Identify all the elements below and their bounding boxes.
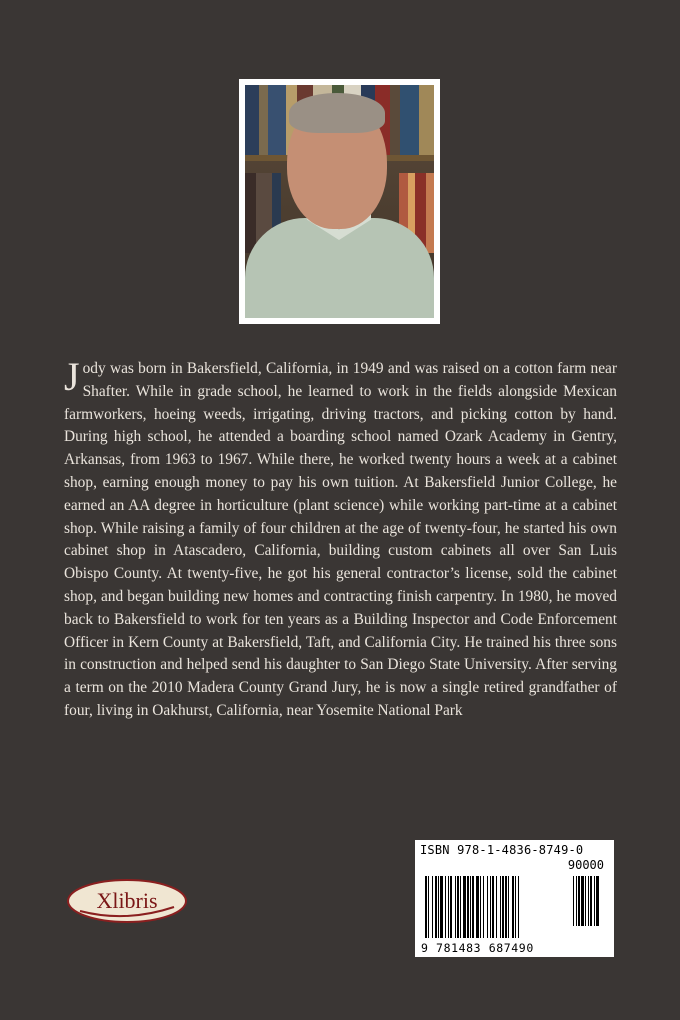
barcode-bars <box>425 876 605 938</box>
isbn-label: ISBN 978-1-4836-8749-0 <box>420 843 584 857</box>
author-biography <box>64 354 617 723</box>
price-code: 90000 <box>567 858 604 872</box>
logo-text: Xlibris <box>96 888 158 913</box>
bio-text: ody was born in Bakersfield, California, in 1949 and was raised on a cotton farm near Shafter. While in grade school, he learned to work in the fields alongside Mexican farmworkers, hoeing weeds, irrigating, driving tractors, and picking cotton by hand. During high school, he attended a boarding school named Ozark Academy in Gentry, Arkansas, from 1963 to 1967. While there, he worked twenty hours a week at a cabinet shop, earning enough money to pay his own tuition. At Bakersfield Junior College, he earned an AA degree in horticulture (plant science) while working part-time at a cabinet shop. While raising a family of four children at the age of twenty-four, he started his own cabinet shop in Atascadero, California, building custom cabinets all over San Luis Obispo County. At twenty-five, he got his general contractor’s license, sold the cabinet shop, and began building new homes and contracting finish carpentry. In 1980, he moved back to Bakersfield to work for ten years as a Building Inspector and Code Enforcement Officer in Kern County at Bakersfield, Taft, and California City. He trained his three sons in construction and helped send his daughter to San Diego State University. After serving a term on the 2010 Madera County Grand Jury, he is now a single retired grandfather of four, living in Oakhurst, California, near Yosemite National Park <box>64 360 617 719</box>
isbn-barcode <box>415 840 614 957</box>
hair <box>289 93 385 133</box>
barcode-digits: 9 781483 687490 <box>421 941 534 955</box>
author-photo <box>245 85 434 318</box>
drop-cap: J <box>64 354 80 399</box>
author-photo-frame <box>239 79 440 324</box>
xlibris-logo <box>66 877 188 925</box>
